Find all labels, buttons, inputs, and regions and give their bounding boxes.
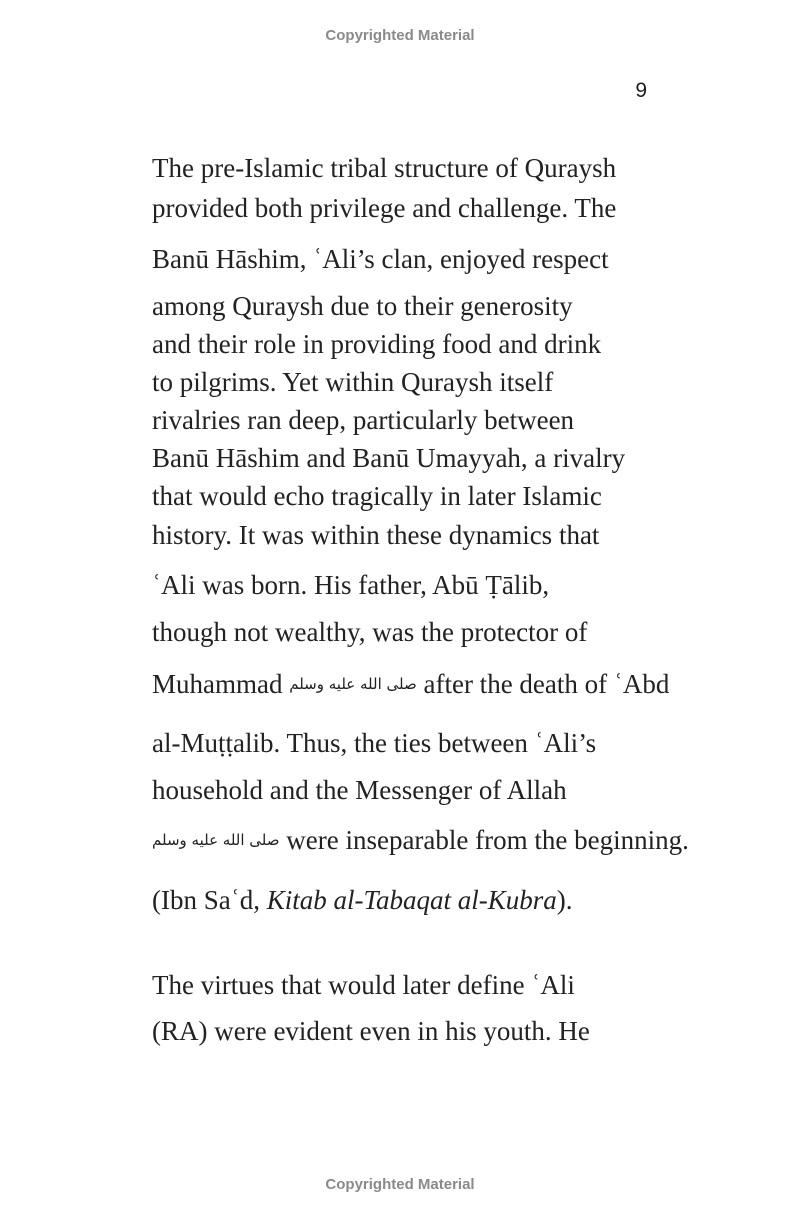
citation-open: (Ibn Saʿd,	[152, 885, 267, 915]
text-line: rivalries ran deep, particularly between	[152, 405, 575, 435]
text-line	[152, 823, 689, 857]
text-line: ʿAli was born. His father, Abū Ṭālib,	[152, 570, 550, 600]
text-line: that would echo tragically in later Islamic	[152, 481, 602, 511]
watermark-bottom: Copyrighted Material	[325, 1176, 475, 1193]
page-number: 9	[635, 79, 647, 102]
text-line: al-Muṭṭalib. Thus, the ties between ʿAli’s	[152, 728, 597, 758]
text-line: among Quraysh due to their generosity	[152, 291, 573, 321]
honorific-glyph: صلى الله عليه وسلم	[289, 675, 417, 693]
text-line: Banū Hāshim, ʿAli’s clan, enjoyed respect	[152, 244, 609, 274]
text-line: The virtues that would later define ʿAli	[152, 970, 575, 1000]
text-line	[152, 667, 669, 701]
text-line: provided both privilege and challenge. The	[152, 193, 617, 223]
citation-line	[152, 883, 573, 917]
text-line: to pilgrims. Yet within Quraysh itself	[152, 367, 554, 397]
text-line: The pre-Islamic tribal structure of Quraysh	[152, 153, 617, 183]
text-line: and their role in providing food and drink	[152, 329, 602, 359]
citation-title: Kitab al-Tabaqat al-Kubra	[266, 885, 557, 915]
text-line: though not wealthy, was the protector of	[152, 617, 588, 647]
watermark-top: Copyrighted Material	[325, 27, 475, 44]
text-line: history. It was within these dynamics that	[152, 520, 600, 550]
citation-close: ).	[556, 885, 573, 915]
text-fragment: Muhammad	[152, 669, 283, 699]
text-line: (RA) were evident even in his youth. He	[152, 1016, 590, 1046]
text-fragment: after the death of ʿAbd	[423, 669, 670, 699]
honorific-glyph: صلى الله عليه وسلم	[152, 831, 280, 849]
text-line: household and the Messenger of Allah	[152, 775, 567, 805]
text-line: Banū Hāshim and Banū Umayyah, a rivalry	[152, 443, 626, 473]
text-fragment: were inseparable from the beginning.	[286, 825, 689, 855]
